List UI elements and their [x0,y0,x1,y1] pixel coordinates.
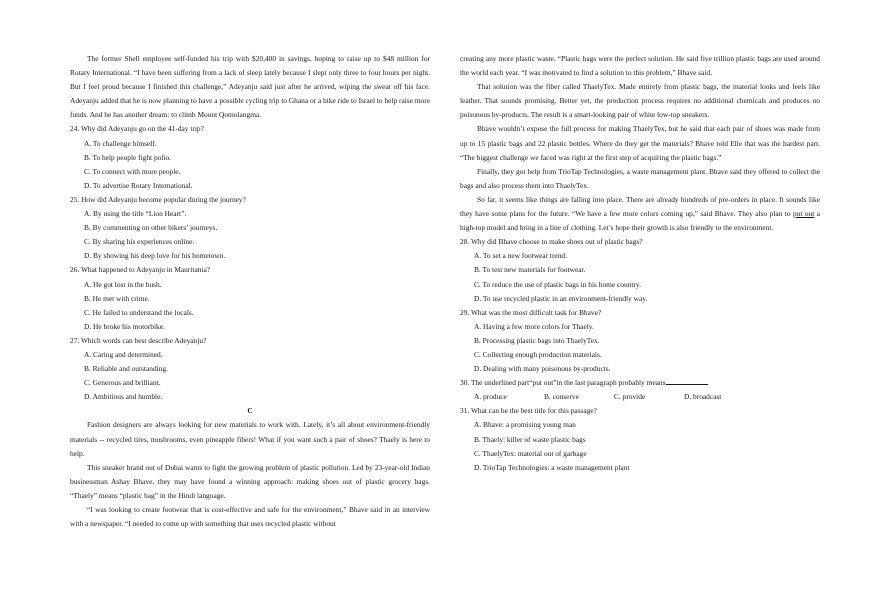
question-29 [460,306,820,376]
answer-blank [666,376,708,385]
question-27 [70,334,430,404]
paragraph-continued: creating any more plastic waste. “Plastic bags were the perfect solution. He said five trillion plastic bags are used around the world each year. “I was motivated to find a solution to this problem,” Bhave said. [460,54,820,78]
paragraph-thaelytex-fiber: That solution was the fiber called ThaelyTex. Made entirely from plastic bags, the material looks and feels like leather. That sounds promising. Better yet, the production process requires no additional chemicals and produces no poisonous by-products. The result is a smart-looking pair of white low-top sneakers. [460,82,820,120]
question-text: 27. Which words can best describe Adeyanju? [70,335,207,345]
option-b: B. conserve [544,392,579,402]
text-segment: So far, it seems like things are falling into place. There are already hundreds of pre-orders in place. It sounds like they have some plans for the future. “We have a few more colors coming up,” said Bhave. They also plan to [460,194,820,219]
option-b: B. Reliable and outstanding. [84,364,168,374]
option-c: C. He failed to understand the locals. [84,307,194,317]
text-segment: a high-top model and bring in a line of clothing. Let’s hope their growth is also friendly to the environment. [460,209,820,233]
question-24 [70,122,430,192]
option-a: A. Caring and determined. [84,349,163,359]
options-row [460,390,820,404]
option-c: C. By sharing his experiences online. [84,237,195,247]
section-heading: C [247,406,253,416]
option-c: C. To connect with more people. [84,166,181,176]
question-26 [70,263,430,333]
question-28 [460,235,820,305]
paragraph-sneaker-brand: This sneaker brand out of Dubai wants to fight the growing problem of plastic pollution. Led by 23-year-old Indian businessman Ashay Bhave, they may have found a winning approach: making shoes out of plastic grocery bags. “Thaely” means “plastic bag” in the Hindi language. [70,462,430,500]
left-column [70,52,430,531]
option-d: D. TrioTap Technologies: a waste management plant [474,462,630,472]
option-a: A. produce [474,392,507,402]
option-b: B. By commenting on other bikers’ journeys. [84,223,218,233]
option-b: B. He met with crime. [84,293,150,303]
option-d: D. To advertise Rotary International. [84,180,193,190]
question-text: 26. What happened to Adeyanju in Mauritania? [70,265,211,275]
paragraph-triotap-help: Finally, they got help from TrioTap Technologies, a waste management plant. Bhave said they offered to collect the bags and also process them into ThaelyTex. [460,166,820,190]
option-c: C. provide [614,392,646,402]
paragraph-bhave-interview: “I was looking to create footwear that is cost-effective and safe for the environment,” Bhave said in an interview with a newspaper. “I needed to come up with something that uses recycled plastic without [70,505,430,529]
question-31 [460,404,820,474]
underlined-phrase: put out [792,209,815,219]
option-a: A. By using the title “Lion Heart”. [84,209,187,219]
question-text: 28. Why did Bhave choose to make shoes out of plastic bags? [460,237,643,247]
option-d: D. By showing his deep love for his hometown. [84,251,226,261]
option-c: C. Collecting enough production materials. [474,349,602,359]
option-b: B. To test new materials for footwear. [474,265,586,275]
option-c: C. Generous and brilliant. [84,378,161,388]
option-d: D. broadcast [684,392,722,402]
question-text: 24. Why did Adeyanju go on the 41-day trip? [70,124,204,134]
question-text: 29. What was the most difficult task for Bhave? [460,307,602,317]
option-b: B. Processing plastic bags into ThaelyTex. [474,335,600,345]
paragraph-so-far [460,193,820,235]
paragraph-full-process: Bhave wouldn’t expose the full process for making ThaelyTex, but he said that each pair of shoes was made from up to 15 plastic bags and 22 plastic bottles. Where do they get the materials? Bhave told Elle that was the hardest part. “The biggest challenge we faced was right at the first step of acquiring the plastic bags.” [460,124,820,162]
option-d: D. To use recycled plastic in an environment-friendly way. [474,293,648,303]
option-a: A. To challenge himself. [84,138,157,148]
question-25 [70,193,430,263]
option-d: D. He broke his motorbike. [84,321,165,331]
option-a: A. He got lost in the bush. [84,279,162,289]
option-d: D. Ambitious and humble. [84,392,163,402]
option-d: D. Dealing with many poisonous by-products. [474,364,611,374]
paragraph-fashion-designers: Fashion designers are always looking for new materials to work with. Lately, it’s all about environment-friendly materials -- recycled tires, mushrooms, even pineapple fibers! What if you want such a pair of shoes? Thaely is here to help. [70,420,430,458]
right-column [460,52,820,475]
option-b: B. To help people fight polio. [84,152,171,162]
question-30 [460,376,820,404]
option-a: A. To set a new footwear trend. [474,251,567,261]
option-c: C. ThaelyTex: material out of garbage [474,448,587,458]
option-c: C. To reduce the use of plastic bags in his home country. [474,279,641,289]
question-text: 25. How did Adeyanju become popular during the journey? [70,194,246,204]
option-a: A. Bhave: a promising young man [474,420,576,430]
question-text [460,376,820,390]
question-text: 31. What can be the best title for this passage? [460,406,597,416]
paragraph-shell-employee: The former Shell employee self-funded his trip with $20,400 in savings, hoping to raise up to $48 million for Rotary International. “I have been suffering from a lack of sleep lately because I slept only three to four hours per night. But I feel proud because I finished this challenge,” Adeyanju said just after he arrived, wiping the sweat off his face. Adeyanju added that he is now planning to have a possible cycling trip to Ghana or a bike ride to Israel to help raise more funds. And he has another dream: to climb Mount Qomolangma. [70,54,430,120]
question-text-segment: 30. The underlined part“put out”in the last paragraph probably means [460,378,666,388]
option-a: A. Having a few more colors for Thaely. [474,321,594,331]
option-b: B. Thaely: killer of waste plastic bags [474,434,586,444]
